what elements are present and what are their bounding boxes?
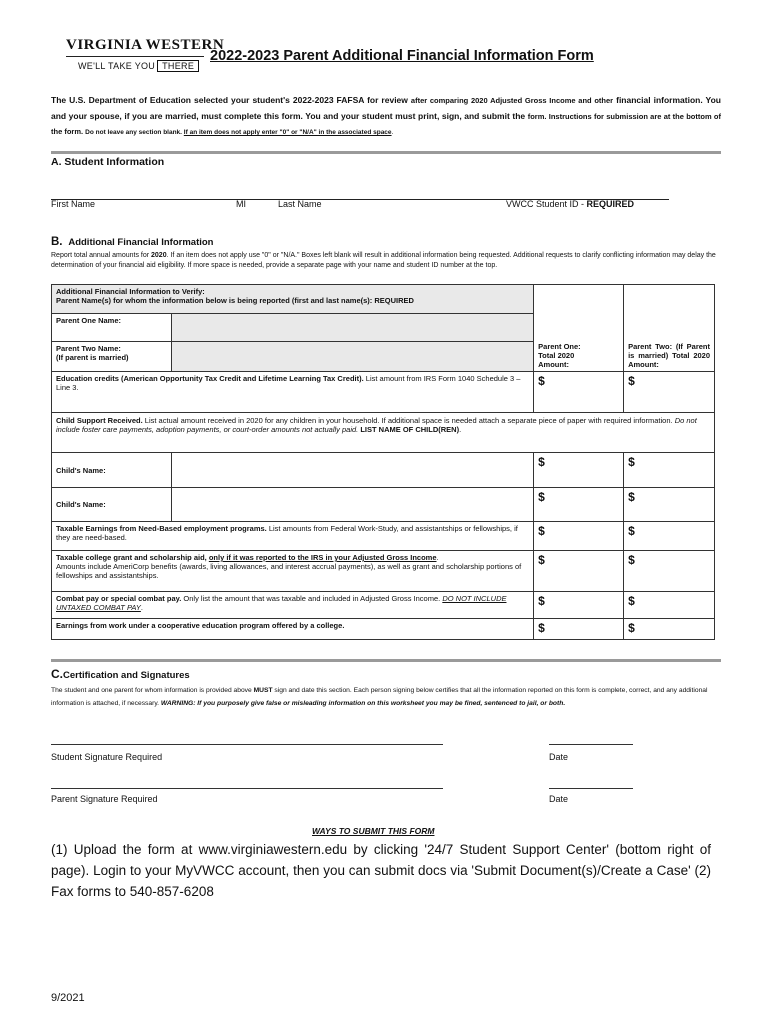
taxable-cell <box>52 522 534 551</box>
parent-one-name-input[interactable] <box>171 314 533 342</box>
child-support-bold: Child Support Received. <box>56 416 143 425</box>
taxable-parent-two[interactable] <box>624 522 715 551</box>
cert-part2: sign and date this section. Each person signing below certifies that all the information reported on this form is complete, correct, and any additional information is attached, if necessary. <box>51 687 708 707</box>
dollar-sign: $ <box>628 374 635 388</box>
section-c-title: Certification and Signatures <box>63 670 190 681</box>
child-name-input-2[interactable] <box>171 488 533 522</box>
student-signature-label: Student Signature Required <box>51 752 163 762</box>
child-name-label-1: Child's Name: <box>52 453 172 488</box>
child-support-cell <box>52 413 715 453</box>
grant-row <box>52 551 715 592</box>
section-a-rule <box>51 151 721 154</box>
parent-two-col-label: Parent Two: (If Parent is married) Total 2020 Amount: <box>628 342 710 369</box>
grant-parent-one[interactable] <box>534 551 624 592</box>
combat-row <box>52 592 715 619</box>
child-2-parent-two[interactable] <box>624 488 715 522</box>
cert-must: MUST <box>253 687 273 694</box>
student-id-required: REQUIRED <box>586 199 635 209</box>
section-b-letter: B. <box>51 236 63 248</box>
dollar-sign: $ <box>538 621 545 635</box>
student-signature-line[interactable] <box>51 744 443 745</box>
coop-bold: Earnings from work under a cooperative education program offered by a college. <box>56 621 345 630</box>
revision-date: 9/2021 <box>51 992 85 1004</box>
submit-instructions: (1) Upload the form at www.virginiawestern.edu by clicking '24/7 Student Support Center' (bottom right of page). Login to your MyVWCC account, then you can submit docs via 'Submit Document(s)/Create a Case' (2) Fax forms to 540-857-6208 <box>51 842 711 899</box>
child-1-parent-one[interactable] <box>534 453 624 488</box>
combat-text: Only list the amount that was taxable and included in Adjusted Gross Income. <box>181 594 443 603</box>
certification-text <box>51 685 721 710</box>
dollar-sign: $ <box>538 374 545 388</box>
taxable-text: List amounts from Federal Work-Study, and assistantships or fellowships, if they are need-based. <box>56 524 518 542</box>
parent-one-col-header <box>534 285 624 372</box>
logo-wordmark: VIRGINIA WESTERN <box>66 37 225 53</box>
student-date-line[interactable] <box>549 744 633 745</box>
parent-two-name-label: Parent Two Name: <box>56 344 121 353</box>
combat-italic: DO NOT INCLUDE UNTAXED COMBAT PAY <box>56 594 507 612</box>
child-1-parent-two[interactable] <box>624 453 715 488</box>
logo-divider <box>66 56 204 57</box>
form-title: 2022-2023 Parent Additional Financial Information Form <box>210 48 594 64</box>
child-name-label-2: Child's Name: <box>52 488 172 522</box>
note-year: 2020 <box>151 252 167 259</box>
education-row <box>52 372 715 413</box>
student-id-label <box>506 199 634 209</box>
child-name-row-2 <box>52 488 715 522</box>
note-part2: . If an item does not apply use "0" or "N/A." Boxes left blank will result in additional information being requested. Additional requests to clarify conflicting information may delay the determination of your financial aid eligibility. If more space is needed, provide a separate page with your name and student ID number at the top. <box>51 252 716 269</box>
dollar-sign: $ <box>628 524 635 538</box>
dollar-sign: $ <box>628 455 635 469</box>
intro-part4: form. Instructions for submission are at the bottom of the form. <box>51 111 721 136</box>
taxable-row <box>52 522 715 551</box>
parent-one-name-label: Parent One Name: <box>52 314 172 342</box>
grant-text: Amounts include AmeriCorp benefits (awards, living allowances, and interest accrual payments), as well as grant and scholarship portions of fellowships and assistantships. <box>56 562 522 580</box>
parent-signature-line[interactable] <box>51 788 443 789</box>
verify-header-cell <box>52 285 534 314</box>
intro-part1: The U.S. Department of Education selected your student's 2022-2023 FAFSA for review <box>51 95 411 105</box>
intro-part7: . <box>391 129 394 136</box>
combat-cell <box>52 592 534 619</box>
financial-info-table <box>51 284 715 640</box>
intro-part2: after comparing 2020 Adjusted Gross Income and other <box>410 96 614 105</box>
student-date-label: Date <box>549 752 569 762</box>
section-c-letter: C. <box>51 667 63 681</box>
section-c-heading <box>51 667 190 681</box>
grant-parent-two[interactable] <box>624 551 715 592</box>
section-c-rule <box>51 659 721 662</box>
dollar-sign: $ <box>628 621 635 635</box>
verify-title: Additional Financial Information to Verify: <box>56 287 205 296</box>
grant-underline: only if it was reported to the IRS in your Adjusted Gross Income <box>208 553 437 562</box>
coop-parent-one[interactable] <box>534 619 624 640</box>
child-support-end: . <box>459 425 462 434</box>
child-support-text: List actual amount received in 2020 for any children in your household. If additional space is needed attach a separate piece of paper with required information. <box>142 416 675 425</box>
parent-one-col-label: Parent One: Total 2020 Amount: <box>538 342 581 369</box>
child-support-italic: Do not include foster care payments, adoption payments, or court-order amounts not actually paid. <box>56 416 697 434</box>
verify-subtitle: Parent Name(s) for whom the information below is being reported (first and last name(s): REQUIRED <box>56 296 414 305</box>
parent-two-name-input[interactable] <box>171 342 533 372</box>
intro-part6: If an item does not apply enter "0" or "N/A" in the associated space <box>183 129 392 136</box>
dollar-sign: $ <box>538 455 545 469</box>
dollar-sign: $ <box>538 524 545 538</box>
section-b-title: Additional Financial Information <box>68 237 214 248</box>
education-text: List amount from IRS Form 1040 Schedule 3 – Line 3. <box>56 374 521 392</box>
taxable-bold: Taxable Earnings from Need-Based employment programs. <box>56 524 267 533</box>
intro-part5: Do not leave any section blank. <box>85 129 184 136</box>
section-b-heading <box>51 236 213 248</box>
grant-end: . <box>436 553 439 562</box>
grant-cell <box>52 551 534 592</box>
cert-warning: WARNING: If you purposely give false or misleading information on this worksheet you may be fined, sentenced to jail, or both. <box>160 699 566 707</box>
student-id-text: VWCC Student ID - <box>506 199 587 209</box>
section-b-note <box>51 251 721 270</box>
taxable-parent-one[interactable] <box>534 522 624 551</box>
education-cell <box>52 372 534 413</box>
dollar-sign: $ <box>628 490 635 504</box>
education-bold: Education credits (American Opportunity Tax Credit and Lifetime Learning Tax Credit). <box>56 374 364 383</box>
verify-row <box>52 285 715 314</box>
education-parent-two[interactable] <box>624 372 715 413</box>
cert-part1: The student and one parent for whom information is provided above <box>51 687 254 694</box>
first-name-label: First Name <box>51 199 96 209</box>
child-2-parent-one[interactable] <box>534 488 624 522</box>
logo-tagline-box: THERE <box>157 60 199 72</box>
child-name-input-1[interactable] <box>171 453 533 488</box>
intro-paragraph <box>51 93 721 141</box>
education-parent-one[interactable] <box>534 372 624 413</box>
combat-end: . <box>140 603 143 612</box>
parent-date-label: Date <box>549 794 569 804</box>
combat-parent-one[interactable] <box>534 592 624 619</box>
note-part1: Report total annual amounts for <box>51 252 152 259</box>
parent-two-name-sub: (If parent is married) <box>56 353 129 362</box>
ways-heading: WAYS TO SUBMIT THIS FORM <box>312 826 435 836</box>
child-support-row <box>52 413 715 453</box>
child-name-row-1 <box>52 453 715 488</box>
parent-date-line[interactable] <box>549 788 633 789</box>
parent-signature-label: Parent Signature Required <box>51 794 158 804</box>
logo-tagline-text: WE'LL TAKE YOU <box>78 61 156 71</box>
dollar-sign: $ <box>538 553 545 567</box>
coop-cell <box>52 619 534 640</box>
child-support-list: LIST NAME OF CHILD(REN) <box>358 425 460 434</box>
parent-two-name-cell <box>52 342 172 372</box>
dollar-sign: $ <box>538 490 545 504</box>
dollar-sign: $ <box>628 594 635 608</box>
coop-parent-two[interactable] <box>624 619 715 640</box>
logo-tagline <box>78 61 199 71</box>
grant-bold: Taxable college grant and scholarship aid, <box>56 553 209 562</box>
dollar-sign: $ <box>538 594 545 608</box>
combat-parent-two[interactable] <box>624 592 715 619</box>
intro-part3: financial information. You and your spouse, if you are married, must complete this form. You and your student must print, sign, and submit the <box>51 95 721 121</box>
mi-label: MI <box>236 199 246 209</box>
section-a-heading: A. Student Information <box>51 156 165 168</box>
last-name-label: Last Name <box>278 199 322 209</box>
coop-row <box>52 619 715 640</box>
parent-two-col-header <box>624 285 715 372</box>
dollar-sign: $ <box>628 553 635 567</box>
combat-bold: Combat pay or special combat pay. <box>56 594 182 603</box>
